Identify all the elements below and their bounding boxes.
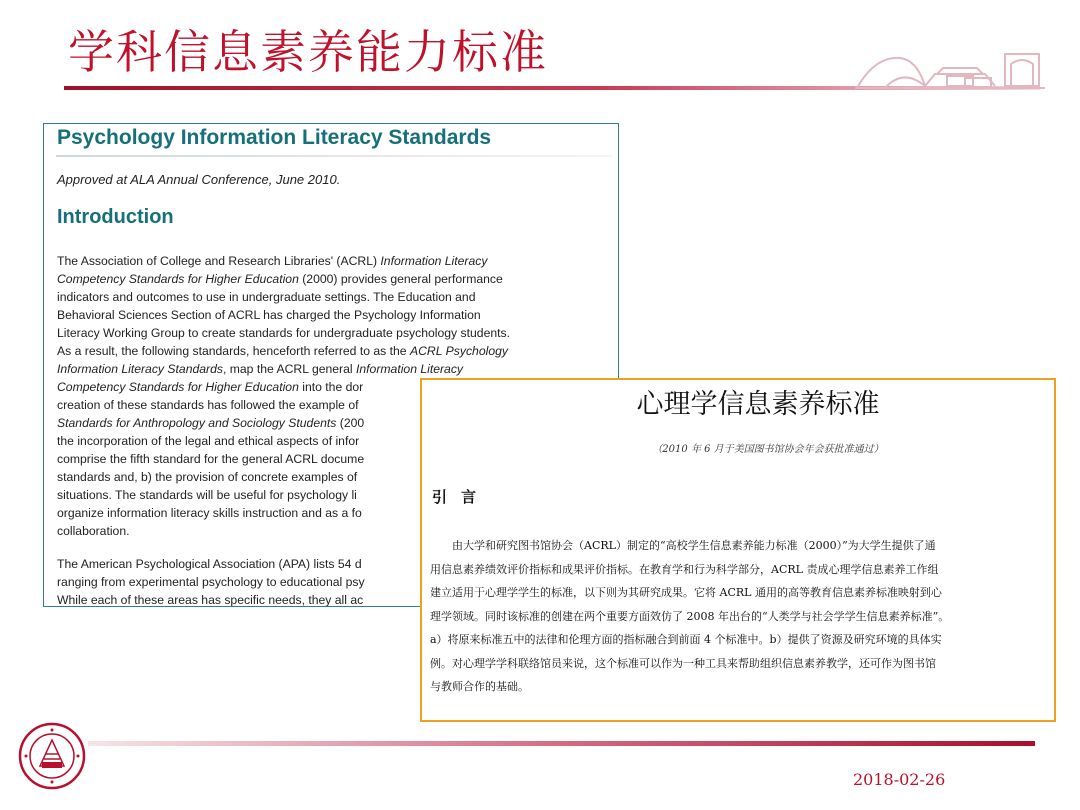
english-intro-heading: Introduction — [57, 206, 174, 228]
english-line: situations. The standards will be useful for psychology li — [57, 488, 357, 502]
english-line: standards and, b) the provision of concrete examples of — [57, 470, 358, 484]
english-title-rule — [56, 155, 612, 157]
english-line: While each of these areas has specific needs, they all ac — [57, 593, 364, 607]
english-line: The American Psychological Association (APA) lists 54 d — [57, 557, 362, 571]
english-line: collaboration. — [57, 524, 130, 538]
english-line: organize information literacy skills instruction and as a fo — [57, 506, 362, 520]
english-approved-note: Approved at ALA Annual Conference, June 2010. — [57, 172, 341, 187]
university-seal — [18, 722, 86, 790]
campus-gate-logo — [855, 48, 1045, 90]
chinese-intro-heading: 引言 — [432, 488, 491, 506]
english-line: Information Literacy Standards, map the ACRL general Information Literacy — [57, 362, 464, 376]
slide-title: 学科信息素养能力标准 — [68, 25, 548, 79]
chinese-line: 用信息素养绩效评价指标和成果评价指标。在教育学和行为科学部分，ACRL 责成心理学信息素养工作组 — [430, 562, 939, 576]
chinese-title: 心理学信息素养标准 — [636, 389, 880, 420]
chinese-line: 与教师合作的基础。 — [430, 680, 529, 693]
english-line: ranging from experimental psychology to educational psy — [57, 575, 365, 589]
chinese-line: a）将原来标准五中的法律和伦理方面的指标融合到前面 4 个标准中。b）提供了资源及研究环境的具体实 — [430, 633, 942, 646]
english-line: Standards for Anthropology and Sociology Students (200 — [57, 416, 365, 430]
english-line: the incorporation of the legal and ethical aspects of infor — [57, 434, 360, 448]
english-line: indicators and outcomes to use in undergraduate settings. The Education and — [57, 290, 476, 304]
english-line: creation of these standards has followed the example of — [57, 398, 359, 412]
english-line: Competency Standards for Higher Education (2000) provides general performance — [57, 272, 503, 286]
chinese-line: 例。对心理学学科联络馆员来说，这个标准可以作为一种工具来帮助组织信息素养教学，还可作为图书馆 — [430, 656, 936, 670]
chinese-body — [430, 534, 1052, 699]
chinese-line: 理学领域。同时该标准的创建在两个重要方面效仿了 2008 年出台的“人类学与社会学学生信息素养标准”。 — [430, 609, 950, 623]
english-line: Behavioral Sciences Section of ACRL has charged the Psychology Information — [57, 308, 481, 322]
english-line: comprise the fifth standard for the general ACRL docume — [57, 452, 365, 466]
english-line: Literacy Working Group to create standards for undergraduate psychology students. — [57, 326, 510, 340]
english-title: Psychology Information Literacy Standards — [57, 126, 492, 149]
chinese-line: 建立适用于心理学学生的标准，以下则为其研究成果。它将 ACRL 通用的高等教育信息素养标准映射到心 — [430, 586, 942, 599]
slide-date: 2018-02-26 — [853, 770, 946, 789]
chinese-line: 由大学和研究图书馆协会（ACRL）制定的“高校学生信息素养能力标准（2000）”为大学生提供了通 — [430, 539, 936, 552]
english-line: The Association of College and Research Libraries' (ACRL) Information Literacy — [57, 254, 488, 268]
english-line: As a result, the following standards, henceforth referred to as the ACRL Psychology — [57, 344, 508, 358]
english-line: Competency Standards for Higher Education into the dor — [57, 380, 364, 394]
chinese-approved-note: （2010 年 6 月于美国图书馆协会年会获批准通过） — [652, 444, 884, 455]
chinese-standard-panel — [420, 378, 1056, 722]
footer-rule — [88, 741, 1035, 746]
